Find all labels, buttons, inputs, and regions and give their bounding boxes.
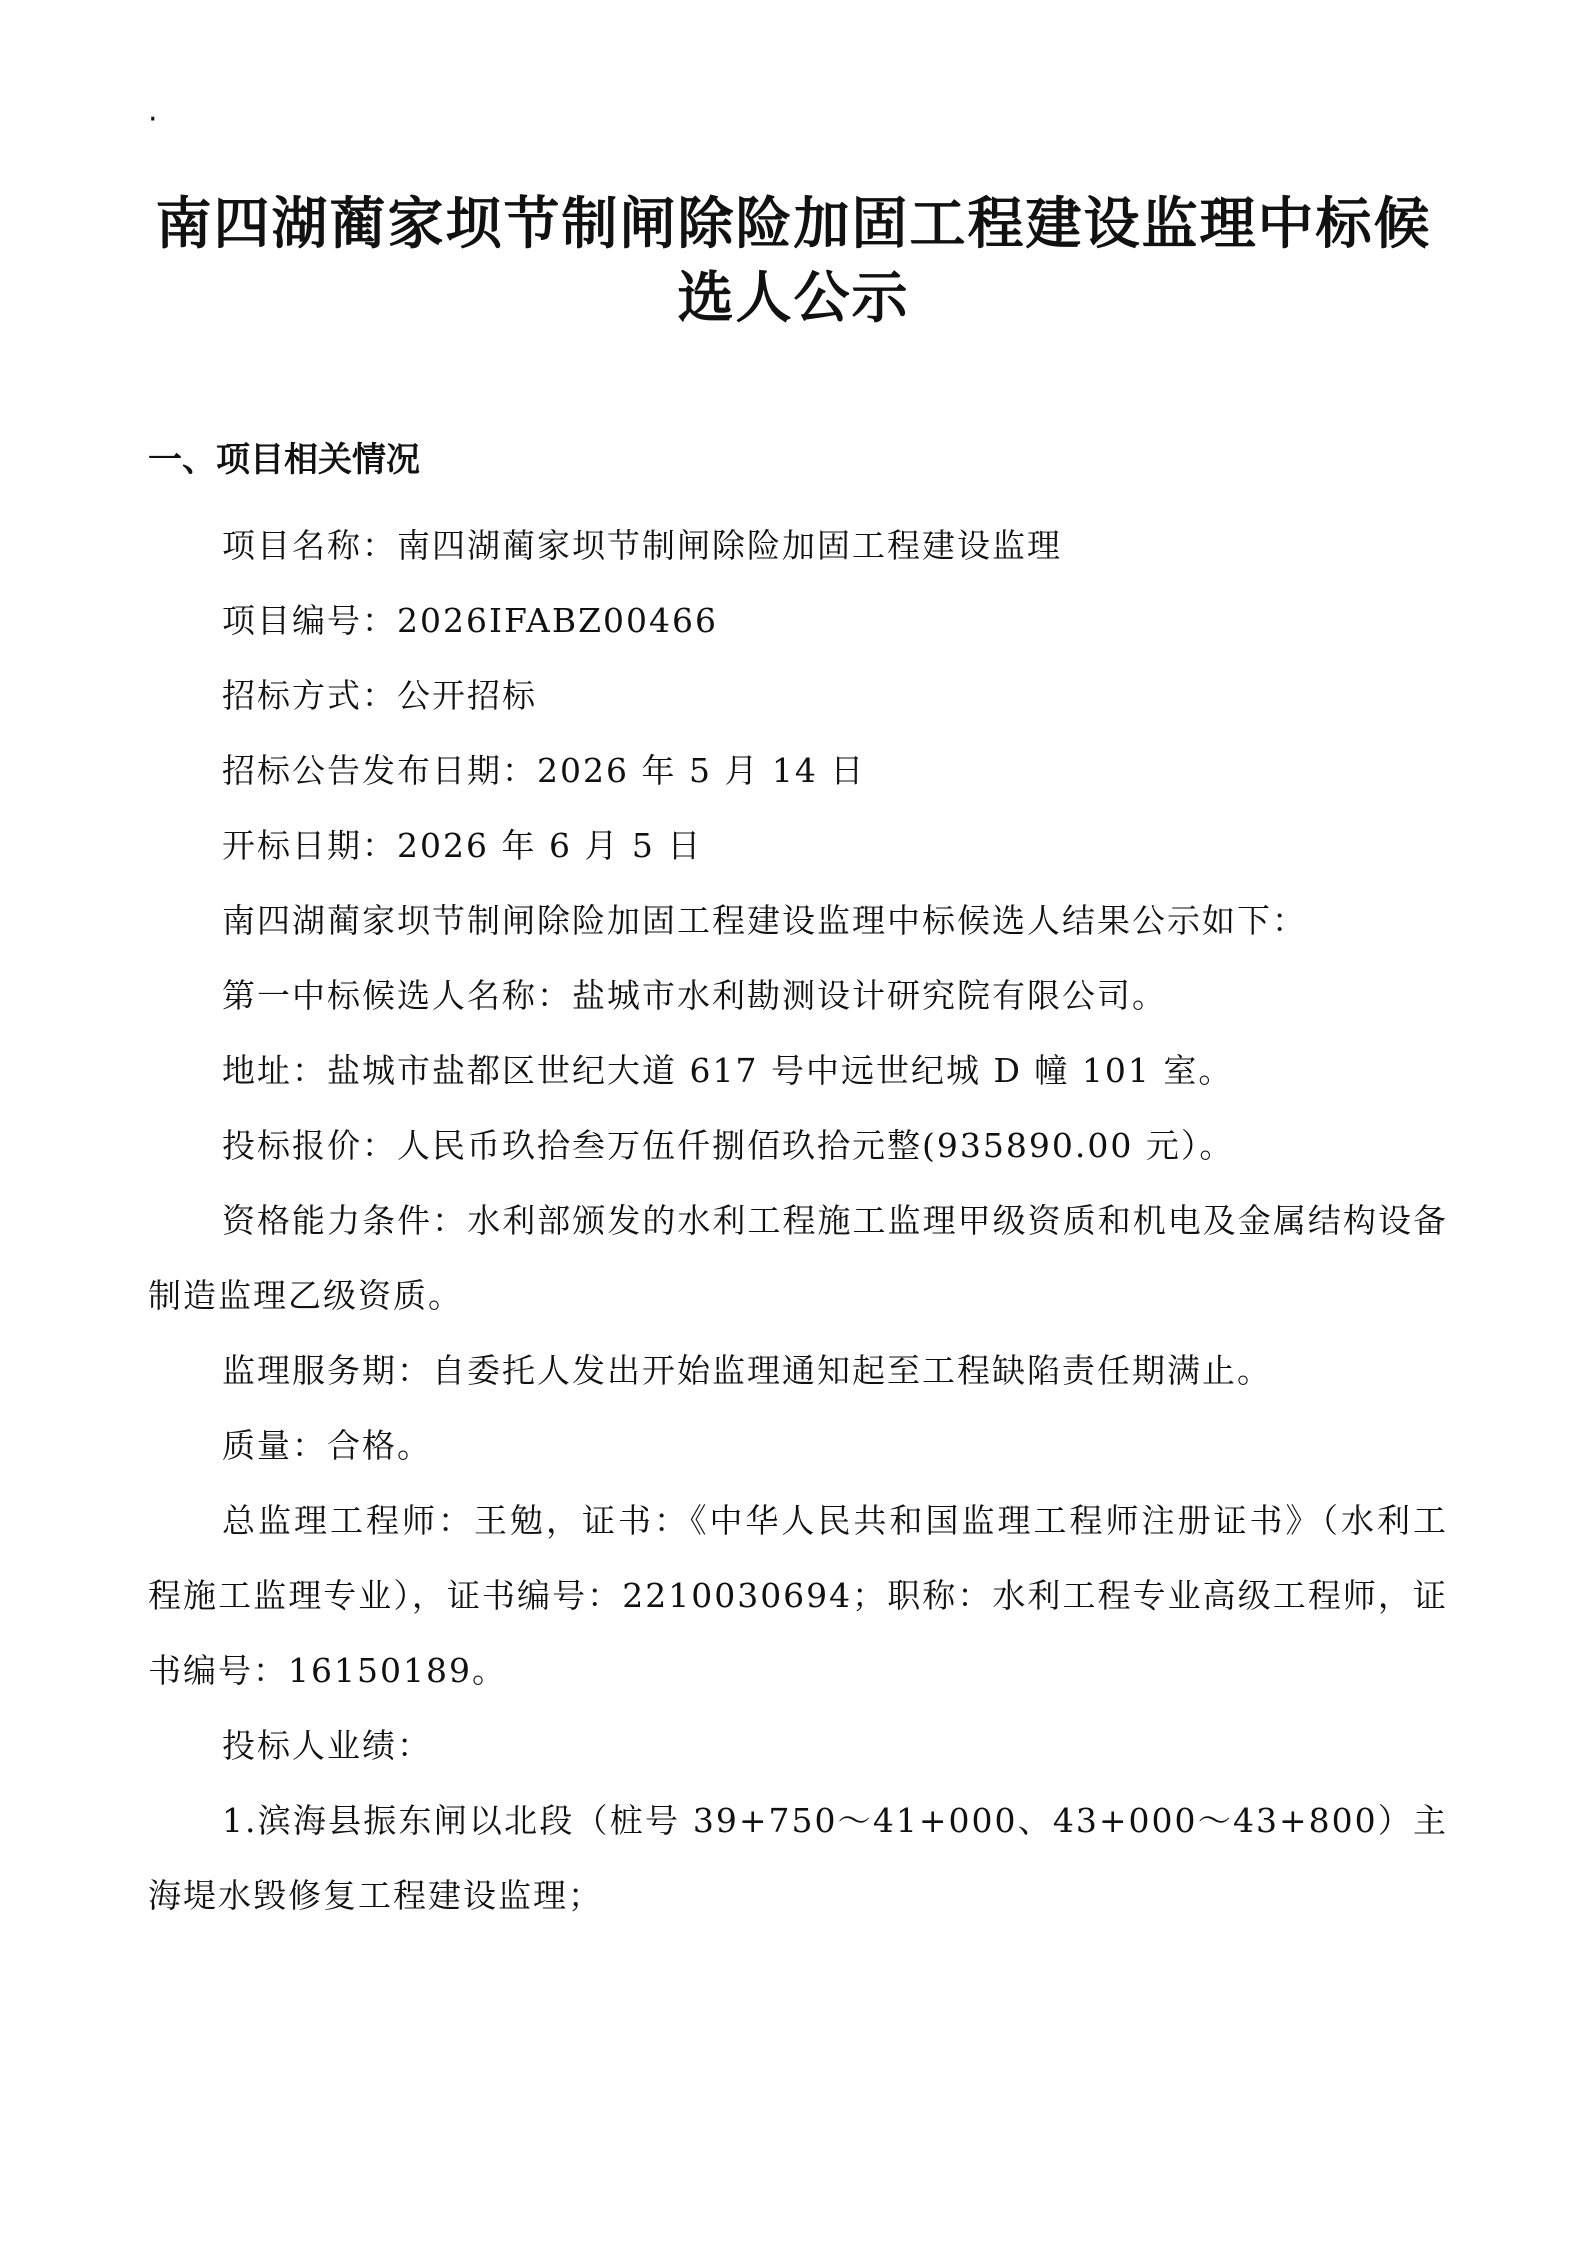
announcement-date-paragraph: 招标公告发布日期：2026 年 5 月 14 日 <box>222 751 866 790</box>
address-paragraph: 地址：盐城市盐都区世纪大道 617 号中远世纪城 D 幢 101 室。 <box>222 1051 1234 1090</box>
opening-date-paragraph: 开标日期：2026 年 6 月 5 日 <box>222 826 703 865</box>
tender-method-paragraph: 招标方式：公开招标 <box>222 676 537 715</box>
chief-supervisor-paragraph: 总监理工程师：王勉，证书：《中华人民共和国监理工程师注册证书》（水利工程施工监理专业），证书编号：2210030694；职称：水利工程专业高级工程师，证书编号：16150189。 <box>148 1501 1448 1690</box>
performance-item-1: 1.滨海县振东闸以北段（桩号 39+750～41+000、43+000～43+800）主海堤水毁修复工程建设监理； <box>148 1801 1448 1915</box>
performance-heading-paragraph: 投标人业绩： <box>222 1726 432 1765</box>
project-name-paragraph: 项目名称：南四湖蔺家坝节制闸除险加固工程建设监理 <box>222 526 1062 565</box>
service-period-paragraph: 监理服务期：自委托人发出开始监理通知起至工程缺陷责任期满止。 <box>222 1351 1272 1390</box>
project-number-paragraph: 项目编号：2026IFABZ00466 <box>222 601 719 640</box>
quality-paragraph: 质量：合格。 <box>222 1426 432 1465</box>
document-body <box>148 508 1448 1933</box>
candidate-name-paragraph: 第一中标候选人名称：盐城市水利勘测设计研究院有限公司。 <box>222 976 1167 1015</box>
bid-price-paragraph: 投标报价：人民币玖拾叁万伍仟捌佰玖拾元整(935890.00 元）。 <box>222 1126 1235 1165</box>
page-title: 南四湖蔺家坝节制闸除险加固工程建设监理中标候选人公示 <box>155 192 1432 331</box>
result-intro-paragraph: 南四湖蔺家坝节制闸除险加固工程建设监理中标候选人结果公示如下： <box>222 901 1307 940</box>
qualification-paragraph: 资格能力条件：水利部颁发的水利工程施工监理甲级资质和机电及金属结构设备制造监理乙级资质。 <box>148 1201 1448 1315</box>
page-corner-mark: · <box>148 102 158 137</box>
section-heading: 一、项目相关情况 <box>148 440 420 480</box>
